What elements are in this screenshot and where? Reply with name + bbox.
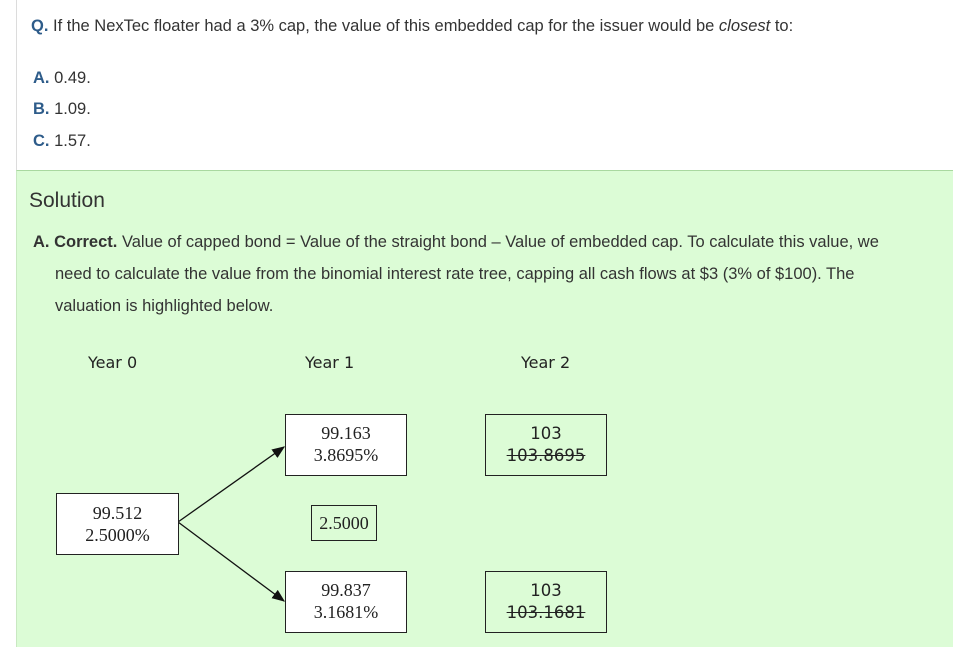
choice-b-letter: B. [33, 100, 50, 118]
node-down-value: 99.837 [321, 580, 371, 600]
node-year1-middle: 2.5000 [311, 505, 377, 541]
node-year1-down [285, 571, 407, 633]
solution-line-2: need to calculate the value from the binomial interest rate tree, capping all cash flows at $3 (3% of $100). The [55, 265, 855, 283]
node-down-rate: 3.1681% [313, 602, 379, 622]
question-prefix: Q. [31, 17, 49, 35]
choice-c-text: 1.57. [49, 132, 91, 150]
node-year2-down-capped: 103 [530, 581, 562, 600]
question-text-after: to: [770, 17, 794, 35]
node-year1-up [285, 414, 407, 476]
node-year2-down [485, 571, 607, 633]
node-year0-root [56, 493, 179, 555]
arrow-down-line [178, 522, 284, 601]
node-year2-up [485, 414, 607, 476]
node-root-value: 99.512 [92, 503, 143, 523]
choice-b-text: 1.09. [49, 100, 91, 118]
choice-a-letter: A. [33, 69, 50, 87]
choice-a-text: 0.49. [49, 69, 91, 87]
node-year2-down-original: 103.1681 [506, 603, 586, 622]
year-2-label: Year 2 [521, 353, 571, 372]
year-0-label: Year 0 [88, 353, 138, 372]
question-emphasis: closest [718, 17, 771, 35]
solution-heading: Solution [29, 189, 105, 212]
node-root-rate: 2.5000% [85, 525, 150, 545]
solution-line-1-text: Value of capped bond = Value of the straight bond – Value of embedded cap. To calculate this value, we [117, 233, 879, 251]
node-year2-up-capped: 103 [530, 424, 562, 443]
solution-correct-label: Correct. [54, 233, 118, 251]
node-up-rate: 3.8695% [313, 445, 379, 465]
solution-letter: A. [33, 233, 50, 251]
node-up-value: 99.163 [321, 423, 371, 443]
choice-c-letter: C. [33, 132, 50, 150]
question-text-before: If the NexTec floater had a 3% cap, the value of this embedded cap for the issuer would be [48, 17, 719, 35]
arrow-up-line [178, 447, 284, 522]
year-1-label: Year 1 [305, 353, 355, 372]
node-year2-up-original: 103.8695 [506, 446, 586, 465]
solution-line-3: valuation is highlighted below. [55, 297, 274, 315]
